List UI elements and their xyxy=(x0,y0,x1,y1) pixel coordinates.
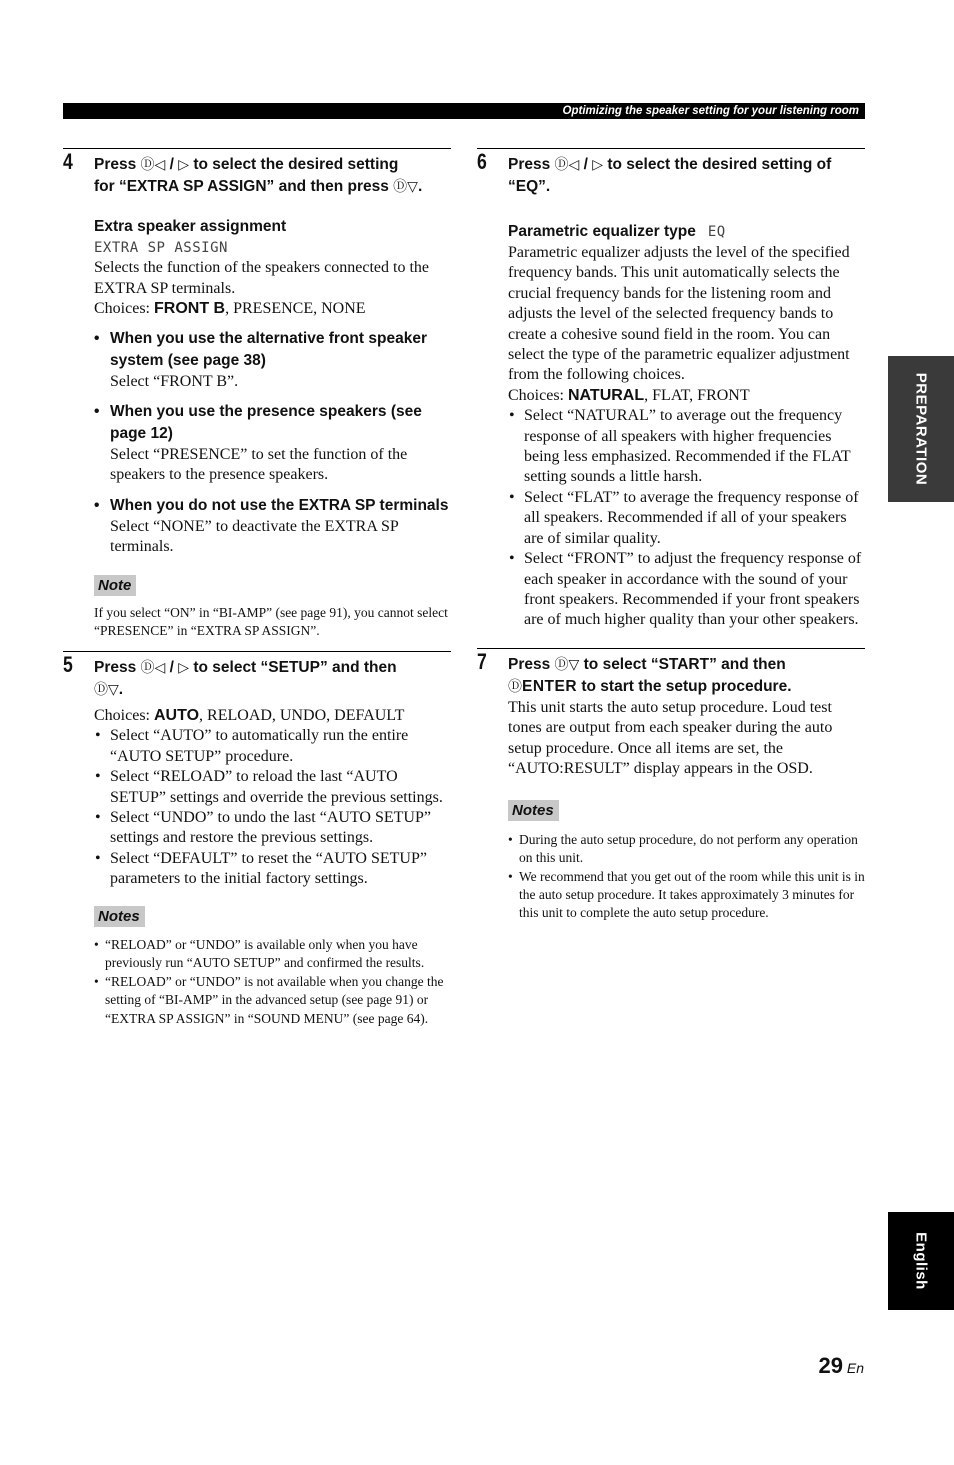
list-item: • Select “DEFAULT” to reset the “AUTO SETUP” parameters to the initial factory settings. xyxy=(94,849,451,890)
note-item: • We recommend that you get out of the room while this unit is in the auto setup procedure. It takes approximately 3 minutes for this unit to complete the auto setup procedure. xyxy=(508,868,865,923)
choices: Choices: NATURAL, FLAT, FRONT xyxy=(508,386,750,404)
bullet-heading: • When you do not use the EXTRA SP terminals xyxy=(94,495,451,517)
lcd-label: EQ xyxy=(707,224,726,240)
choice-list xyxy=(94,726,451,889)
d-button-icon: Ⓓ xyxy=(554,656,569,673)
bullet-block xyxy=(94,328,451,392)
header-title: Optimizing the speaker setting for your listening room xyxy=(562,105,859,117)
d-button-icon: Ⓓ xyxy=(508,678,522,695)
step-heading: Press Ⓓ◁ / ▷ to select the desired setting for “EXTRA SP ASSIGN” and then press Ⓓ▽. xyxy=(94,156,423,195)
page-number: 29 En xyxy=(818,1353,864,1378)
d-button-icon: Ⓓ xyxy=(140,157,155,173)
step-body xyxy=(94,216,451,641)
tab-label: English xyxy=(912,1232,930,1290)
step-heading: Press Ⓓ▽ to select “START” and then ⒹENTER to start the setup procedure. xyxy=(508,655,792,695)
tab-preparation xyxy=(888,356,954,502)
d-button-icon: Ⓓ xyxy=(94,681,108,698)
list-item: • Select “FLAT” to average the frequency response of all speakers. Recommended if all of your speakers are of similar quality. xyxy=(508,488,865,549)
lcd-label: EXTRA SP ASSIGN xyxy=(94,240,228,256)
d-button-icon: Ⓓ xyxy=(393,179,408,195)
bullet-block xyxy=(94,401,451,486)
list-item: • Select “FRONT” to adjust the frequency response of each speaker in accordance with the sound of your front speakers. Recommended if your front speakers are of much higher quality than your other speakers. xyxy=(508,549,865,631)
note-text: If you select “ON” in “BI-AMP” (see page 91), you cannot select “PRESENCE” in “EXTRA SP ASSIGN”. xyxy=(94,605,448,639)
notes-block xyxy=(94,906,451,1028)
tab-label: PREPARATION xyxy=(912,372,930,486)
left-cursor-icon: ◁ xyxy=(154,157,166,173)
list-item: • Select “RELOAD” to reload the last “AUTO SETUP” settings and override the previous settings. xyxy=(94,767,451,808)
step-heading: Press Ⓓ◁ / ▷ to select “SETUP” and then Ⓓ▽. xyxy=(94,658,397,698)
step-body xyxy=(508,221,865,631)
step-body xyxy=(94,706,451,1028)
choice-list xyxy=(508,406,865,630)
step-4 xyxy=(63,148,451,641)
down-cursor-icon: ▽ xyxy=(407,179,418,195)
step-number: 7 xyxy=(477,648,487,674)
notes-list xyxy=(508,831,865,923)
step-7 xyxy=(477,648,865,923)
step-body xyxy=(508,698,865,923)
left-cursor-icon: ◁ xyxy=(568,157,580,173)
note-block xyxy=(94,575,451,641)
choices: Choices: FRONT B, PRESENCE, NONE xyxy=(94,300,366,318)
step-heading: Press Ⓓ◁ / ▷ to select the desired setting of “EQ”. xyxy=(508,156,832,195)
d-button-icon: Ⓓ xyxy=(554,157,569,173)
choices: Choices: AUTO, RELOAD, UNDO, DEFAULT xyxy=(94,706,405,724)
note-item: • “RELOAD” or “UNDO” is not available when you change the setting of “BI-AMP” in the advanced setup (see page 91) or “EXTRA SP ASSIGN” in “SOUND MENU” (see page 64). xyxy=(94,973,451,1028)
bullet-heading: • When you use the alternative front speaker system (see page 38) xyxy=(94,328,451,372)
enter-key: ENTER xyxy=(522,677,578,695)
bullet-text: Select “FRONT B”. xyxy=(110,372,239,390)
right-cursor-icon: ▷ xyxy=(178,157,190,173)
note-label: Note xyxy=(94,575,136,596)
description: Selects the function of the speakers connected to the EXTRA SP terminals. xyxy=(94,259,429,297)
header-bar xyxy=(63,103,865,119)
description: Parametric equalizer adjusts the level of the specified frequency bands. This unit automatically selects the crucial frequency bands for the listening room and adjusts the level of the selected frequency bands to create a cohesive sound field in the room. You can select the type of the parametric equalizer adjustment from the following choices. xyxy=(508,244,850,384)
step-5 xyxy=(63,651,451,1028)
left-column xyxy=(63,148,451,1028)
bullet-heading: • When you use the presence speakers (see page 12) xyxy=(94,401,451,445)
step-number: 5 xyxy=(63,651,73,677)
bullet-text: Select “NONE” to deactivate the EXTRA SP terminals. xyxy=(110,517,399,556)
down-cursor-icon: ▽ xyxy=(108,681,119,698)
down-cursor-icon: ▽ xyxy=(568,656,580,673)
step-6 xyxy=(477,148,865,631)
right-cursor-icon: ▷ xyxy=(178,659,190,676)
right-column xyxy=(477,148,865,923)
d-button-icon: Ⓓ xyxy=(140,659,155,676)
step-number: 4 xyxy=(63,149,73,174)
sub-title: Extra speaker assignment xyxy=(94,218,287,235)
bullet-text: Select “PRESENCE” to set the function of the speakers to the presence speakers. xyxy=(110,446,408,484)
note-item: • During the auto setup procedure, do not perform any operation on this unit. xyxy=(508,831,865,868)
sub-title-row xyxy=(508,221,865,243)
list-item: • Select “UNDO” to undo the last “AUTO SETUP” settings and restore the previous settings. xyxy=(94,808,451,849)
description: This unit starts the auto setup procedure. Loud test tones are output from each speaker during the auto setup procedure. Once all items are set, the “AUTO:RESULT” display appears in the OSD. xyxy=(508,698,833,777)
notes-label: Notes xyxy=(508,800,559,821)
tab-english xyxy=(888,1212,954,1310)
note-item: • “RELOAD” or “UNDO” is available only when you have previously run “AUTO SETUP” and confirmed the results. xyxy=(94,936,451,973)
notes-label: Notes xyxy=(94,906,145,927)
sub-title: Parametric equalizer type xyxy=(508,223,696,240)
bullet-block xyxy=(94,495,451,558)
notes-list xyxy=(94,936,451,1028)
list-item: • Select “NATURAL” to average out the frequency response of all speakers with higher frequencies being less emphasized. Recommended if the FLAT setting sounds a little harsh. xyxy=(508,406,865,488)
right-cursor-icon: ▷ xyxy=(592,157,604,173)
list-item: • Select “AUTO” to automatically run the entire “AUTO SETUP” procedure. xyxy=(94,726,451,767)
left-cursor-icon: ◁ xyxy=(154,659,166,676)
notes-block xyxy=(508,800,865,922)
step-number: 6 xyxy=(477,149,487,174)
